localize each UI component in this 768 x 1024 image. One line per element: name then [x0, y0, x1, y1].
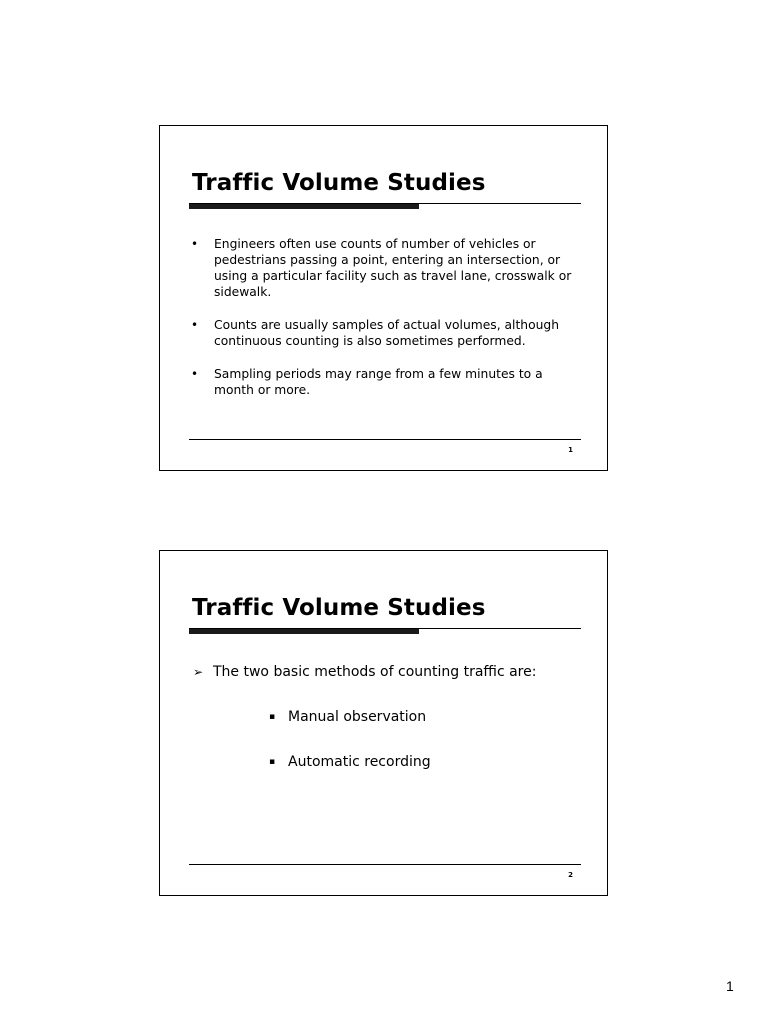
- bullet-text: Counts are usually samples of actual volumes, although continuous counting is also sometimes performed.: [214, 318, 559, 348]
- bullet-list: [191, 236, 576, 415]
- slide-1: [159, 125, 608, 471]
- slide-title: Traffic Volume Studies: [192, 170, 486, 196]
- bullet-item: [191, 236, 576, 300]
- lead-bullet: [193, 664, 536, 680]
- bullet-icon: •: [191, 237, 199, 251]
- sub-bullet: [269, 709, 426, 725]
- footer-rule: [189, 864, 581, 865]
- bullet-item: [191, 366, 576, 398]
- bullet-text: Sampling periods may range from a few minutes to a month or more.: [214, 367, 543, 397]
- slide-2: [159, 550, 608, 896]
- bullet-icon: •: [191, 318, 199, 332]
- sub-bullet-text: Manual observation: [288, 709, 427, 725]
- square-bullet-icon: ▪: [269, 757, 276, 767]
- title-underline-bar: [189, 629, 419, 634]
- lead-text: The two basic methods of counting traffic are:: [213, 664, 537, 680]
- bullet-icon: •: [191, 367, 199, 381]
- bullet-item: [191, 317, 576, 349]
- slide-page-number: 2: [568, 871, 573, 879]
- sub-bullet-text: Automatic recording: [288, 754, 431, 770]
- square-bullet-icon: ▪: [269, 712, 276, 722]
- title-underline-bar: [189, 204, 419, 209]
- slide-page-number: 1: [568, 446, 573, 454]
- footer-rule: [189, 439, 581, 440]
- bullet-text: Engineers often use counts of number of vehicles or pedestrians passing a point, entering an intersection, or using a particular facility such as travel lane, crosswalk or sidewalk.: [214, 237, 572, 299]
- document-page-number: 1: [726, 978, 734, 994]
- arrow-bullet-icon: ➢: [193, 665, 204, 679]
- slide-title: Traffic Volume Studies: [192, 595, 486, 621]
- sub-bullet: [269, 754, 431, 770]
